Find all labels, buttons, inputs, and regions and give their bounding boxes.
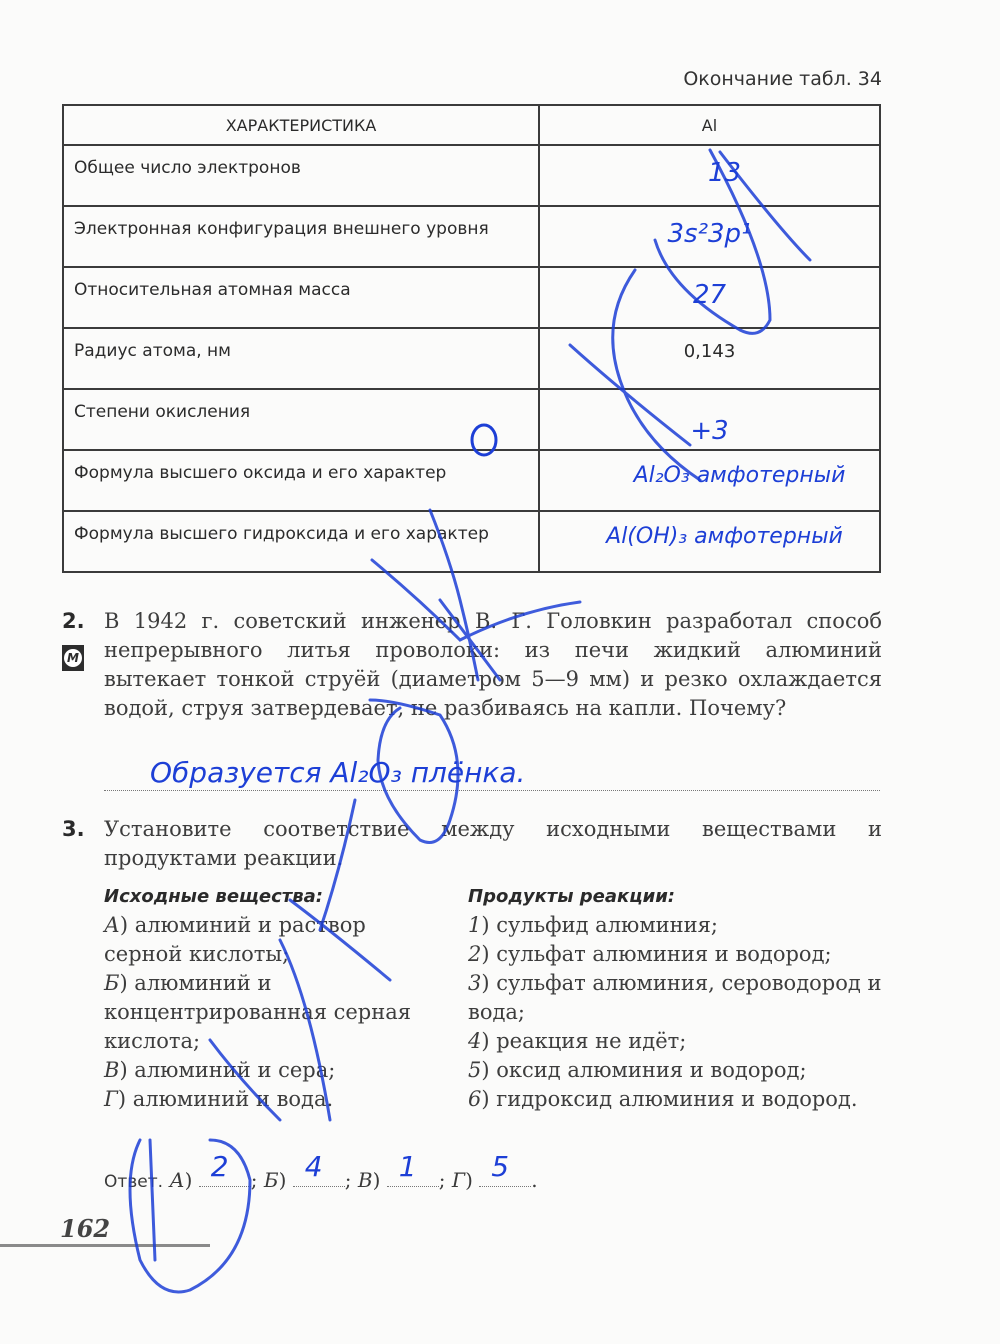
list-item: Г) алюминий и вода. (104, 1087, 334, 1111)
task-3-answer-row: Ответ. А) 2 ; Б) 4 ; В) 1 ; Г) 5 . (104, 1150, 538, 1192)
task-2-answer-field[interactable] (104, 756, 880, 791)
answer-blank-g[interactable]: 5 (479, 1166, 531, 1187)
table-row (63, 267, 880, 328)
answer-blank-v[interactable]: 1 (387, 1166, 439, 1187)
task-number: 2. (62, 609, 85, 633)
handwritten-answer: 13 (707, 158, 742, 188)
row-label: Относительная атомная масса (63, 267, 539, 328)
list-item: 2) сульфат алюминия и водород; (468, 942, 832, 966)
page-rule (0, 1244, 210, 1247)
list-item: 3) сульфат алюминия, сероводород и вода; (468, 971, 882, 1024)
header-element: Al (539, 105, 880, 145)
list-item: 1) сульфид алюминия; (468, 913, 718, 937)
list-item: 6) гидроксид алюминия и водород. (468, 1087, 858, 1111)
handwritten-answer: 3s²3p¹ (667, 219, 752, 249)
table-row (63, 328, 880, 389)
task-2 (62, 607, 882, 723)
handwritten-answer: Al₂O₃ амфотерный (633, 463, 846, 488)
table-row (63, 450, 880, 511)
task-text: В 1942 г. советский инженер В. Г. Головкин разработал способ непрерывного литья проволоки: из печи жидкий алюминий вытекает тонкой струёй (диаметром 5—9 мм) и резко охлаждается водой, струя затвердевает, не разбиваясь на капли. Почему? (104, 609, 882, 720)
properties-table (62, 104, 881, 573)
table-row (63, 511, 880, 572)
column-heading: Продукты реакции: (468, 886, 675, 907)
column-heading: Исходные вещества: (104, 886, 323, 907)
page-number: 162 (60, 1214, 111, 1243)
table-header-row (63, 105, 880, 145)
row-label: Формула высшего гидроксида и его характер (63, 511, 539, 572)
row-value-cell[interactable] (539, 511, 880, 572)
header-characteristic: ХАРАКТЕРИСТИКА (63, 105, 539, 145)
row-label: Степени окисления (63, 389, 539, 450)
printed-value: 0,143 (683, 341, 736, 362)
list-item: А) алюминий и раствор серной кислоты; (104, 913, 366, 966)
row-label: Формула высшего оксида и его характер (63, 450, 539, 511)
task-text: Установите соответствие между исходными веществами и продуктами реакции. (104, 817, 882, 870)
handwritten-answer: +3 (690, 416, 729, 446)
row-value-cell[interactable] (539, 389, 880, 450)
table-row (63, 206, 880, 267)
answer-blank-a[interactable]: 2 (199, 1166, 251, 1187)
list-item: 4) реакция не идёт; (468, 1029, 687, 1053)
row-value-cell[interactable] (539, 206, 880, 267)
row-value-cell[interactable] (539, 267, 880, 328)
list-item: 5) оксид алюминия и водород; (468, 1058, 807, 1082)
handwritten-answer: Образуется Al₂O₃ плёнка. (150, 756, 526, 789)
row-value-cell[interactable] (539, 145, 880, 206)
answer-label: Ответ. (104, 1172, 164, 1192)
row-label: Электронная конфигурация внешнего уровня (63, 206, 539, 267)
metapredmet-badge-icon: М (62, 645, 84, 671)
table-row (63, 389, 880, 450)
handwritten-answer: 27 (692, 280, 727, 310)
task-number: 3. (62, 817, 85, 841)
list-item: В) алюминий и сера; (104, 1058, 336, 1082)
source-substances (104, 882, 444, 1114)
table-caption: Окончание табл. 34 (683, 68, 882, 90)
list-item: Б) алюминий и концентрированная серная кислота; (104, 971, 412, 1053)
table-row (63, 145, 880, 206)
task-3 (62, 815, 882, 873)
row-label: Радиус атома, нм (63, 328, 539, 389)
row-value-cell[interactable] (539, 450, 880, 511)
row-label: Общее число электронов (63, 145, 539, 206)
answer-blank-b[interactable]: 4 (293, 1166, 345, 1187)
reaction-products (468, 882, 888, 1114)
handwritten-answer: Al(OH)₃ амфотерный (606, 524, 843, 549)
row-value-cell[interactable] (539, 328, 880, 389)
